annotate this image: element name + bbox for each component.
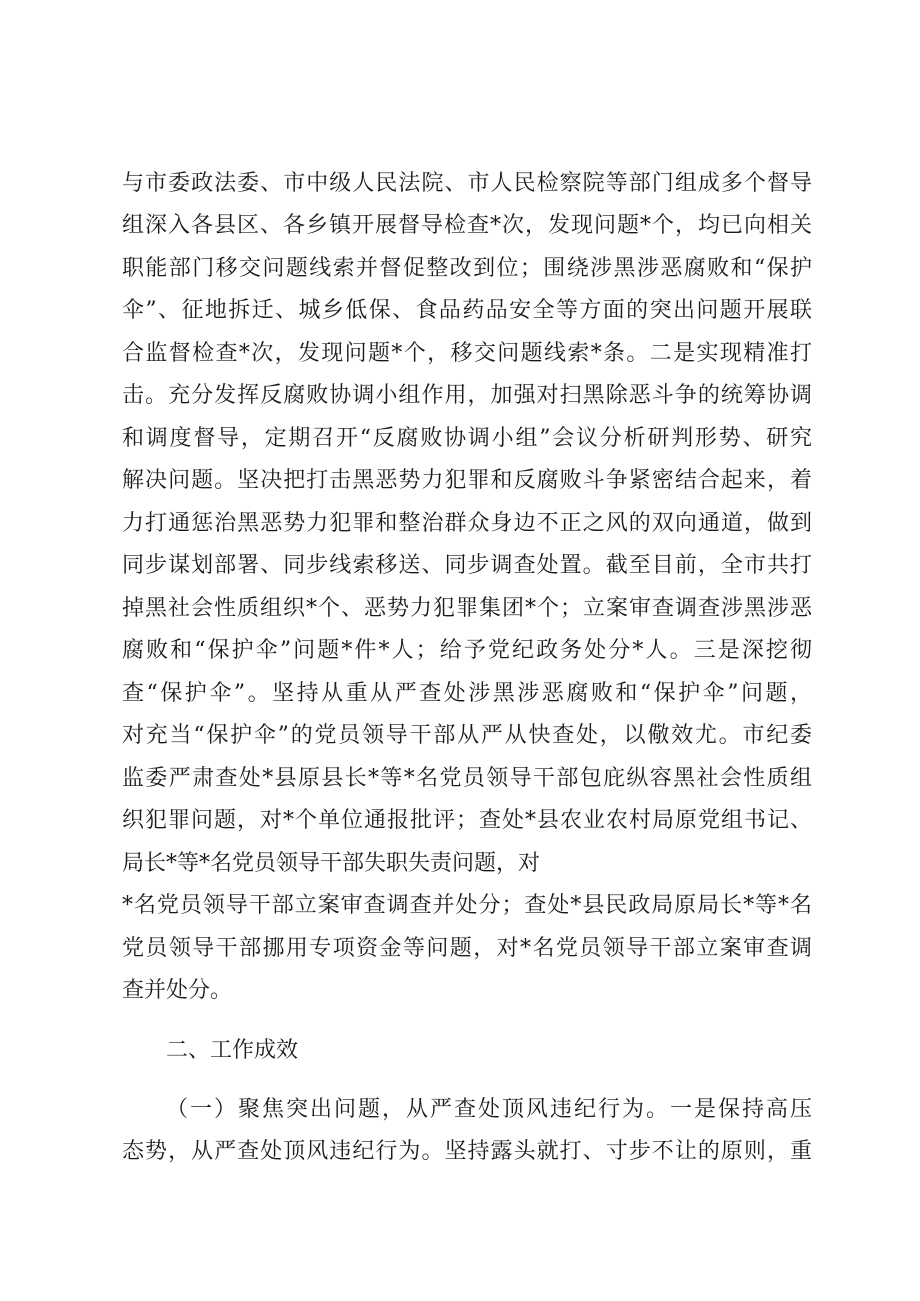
body-text-line: 组深入各县区、各乡镇开展督导检查*次，发现问题*个，均已向相关: [122, 213, 812, 238]
body-text-line: 力打通惩治黑恶势力犯罪和整治群众身边不正之风的双向通道，做到: [122, 511, 812, 536]
body-text-line: 对充当“保护伞”的党员领导干部从严从快查处，以儆效尤。市纪委: [122, 723, 812, 748]
body-text-line: 与市委政法委、市中级人民法院、市人民检察院等部门组成多个督导: [122, 171, 812, 196]
body-text-line: 解决问题。坚决把打击黑恶势力犯罪和反腐败斗争紧密结合起来，着: [122, 468, 812, 493]
body-text-line: 腐败和“保护伞”问题*件*人；给予党纪政务处分*人。三是深挖彻: [122, 638, 812, 663]
body-text-line: 查并处分。: [122, 978, 233, 1003]
body-text-line: 职能部门移交问题线索并督促整改到位；围绕涉黑涉恶腐败和“保护: [122, 256, 812, 281]
body-text-line: 监委严肃查处*县原县长*等*名党员领导干部包庇纵容黑社会性质组: [122, 766, 812, 791]
body-text-line: 和调度督导，定期召开“反腐败协调小组”会议分析研判形势、研究: [122, 426, 812, 451]
body-text-line: *名党员领导干部立案审查调查并处分；查处*县民政局原局长*等*名: [122, 893, 812, 918]
body-text-line: 局长*等*名党员领导干部失职失责问题，对: [122, 851, 541, 876]
body-text-line: 击。充分发挥反腐败协调小组作用，加强对扫黑除恶斗争的统筹协调: [122, 383, 812, 408]
body-text-line: （一）聚焦突出问题，从严查处顶风违纪行为。一是保持高压: [166, 1097, 812, 1122]
body-text-line: 态势，从严查处顶风违纪行为。坚持露头就打、寸步不让的原则，重: [122, 1139, 812, 1164]
body-text-line: 同步谋划部署、同步线索移送、同步调查处置。截至目前，全市共打: [122, 553, 812, 578]
body-text-line: 织犯罪问题，对*个单位通报批评；查处*县农业农村局原党组书记、: [122, 808, 812, 833]
body-text-line: 掉黑社会性质组织*个、恶势力犯罪集团*个；立案审查调查涉黑涉恶: [122, 596, 812, 621]
section-heading: 二、工作成效: [166, 1038, 299, 1063]
body-text-line: 伞”、征地拆迁、城乡低保、食品药品安全等方面的突出问题开展联: [122, 298, 812, 323]
body-text-line: 查“保护伞”。坚持从重从严查处涉黑涉恶腐败和“保护伞”问题，: [122, 681, 812, 706]
body-text-line: 党员领导干部挪用专项资金等问题，对*名党员领导干部立案审查调: [122, 936, 812, 961]
body-text-line: 合监督检查*次，发现问题*个，移交问题线索*条。二是实现精准打: [122, 341, 812, 366]
